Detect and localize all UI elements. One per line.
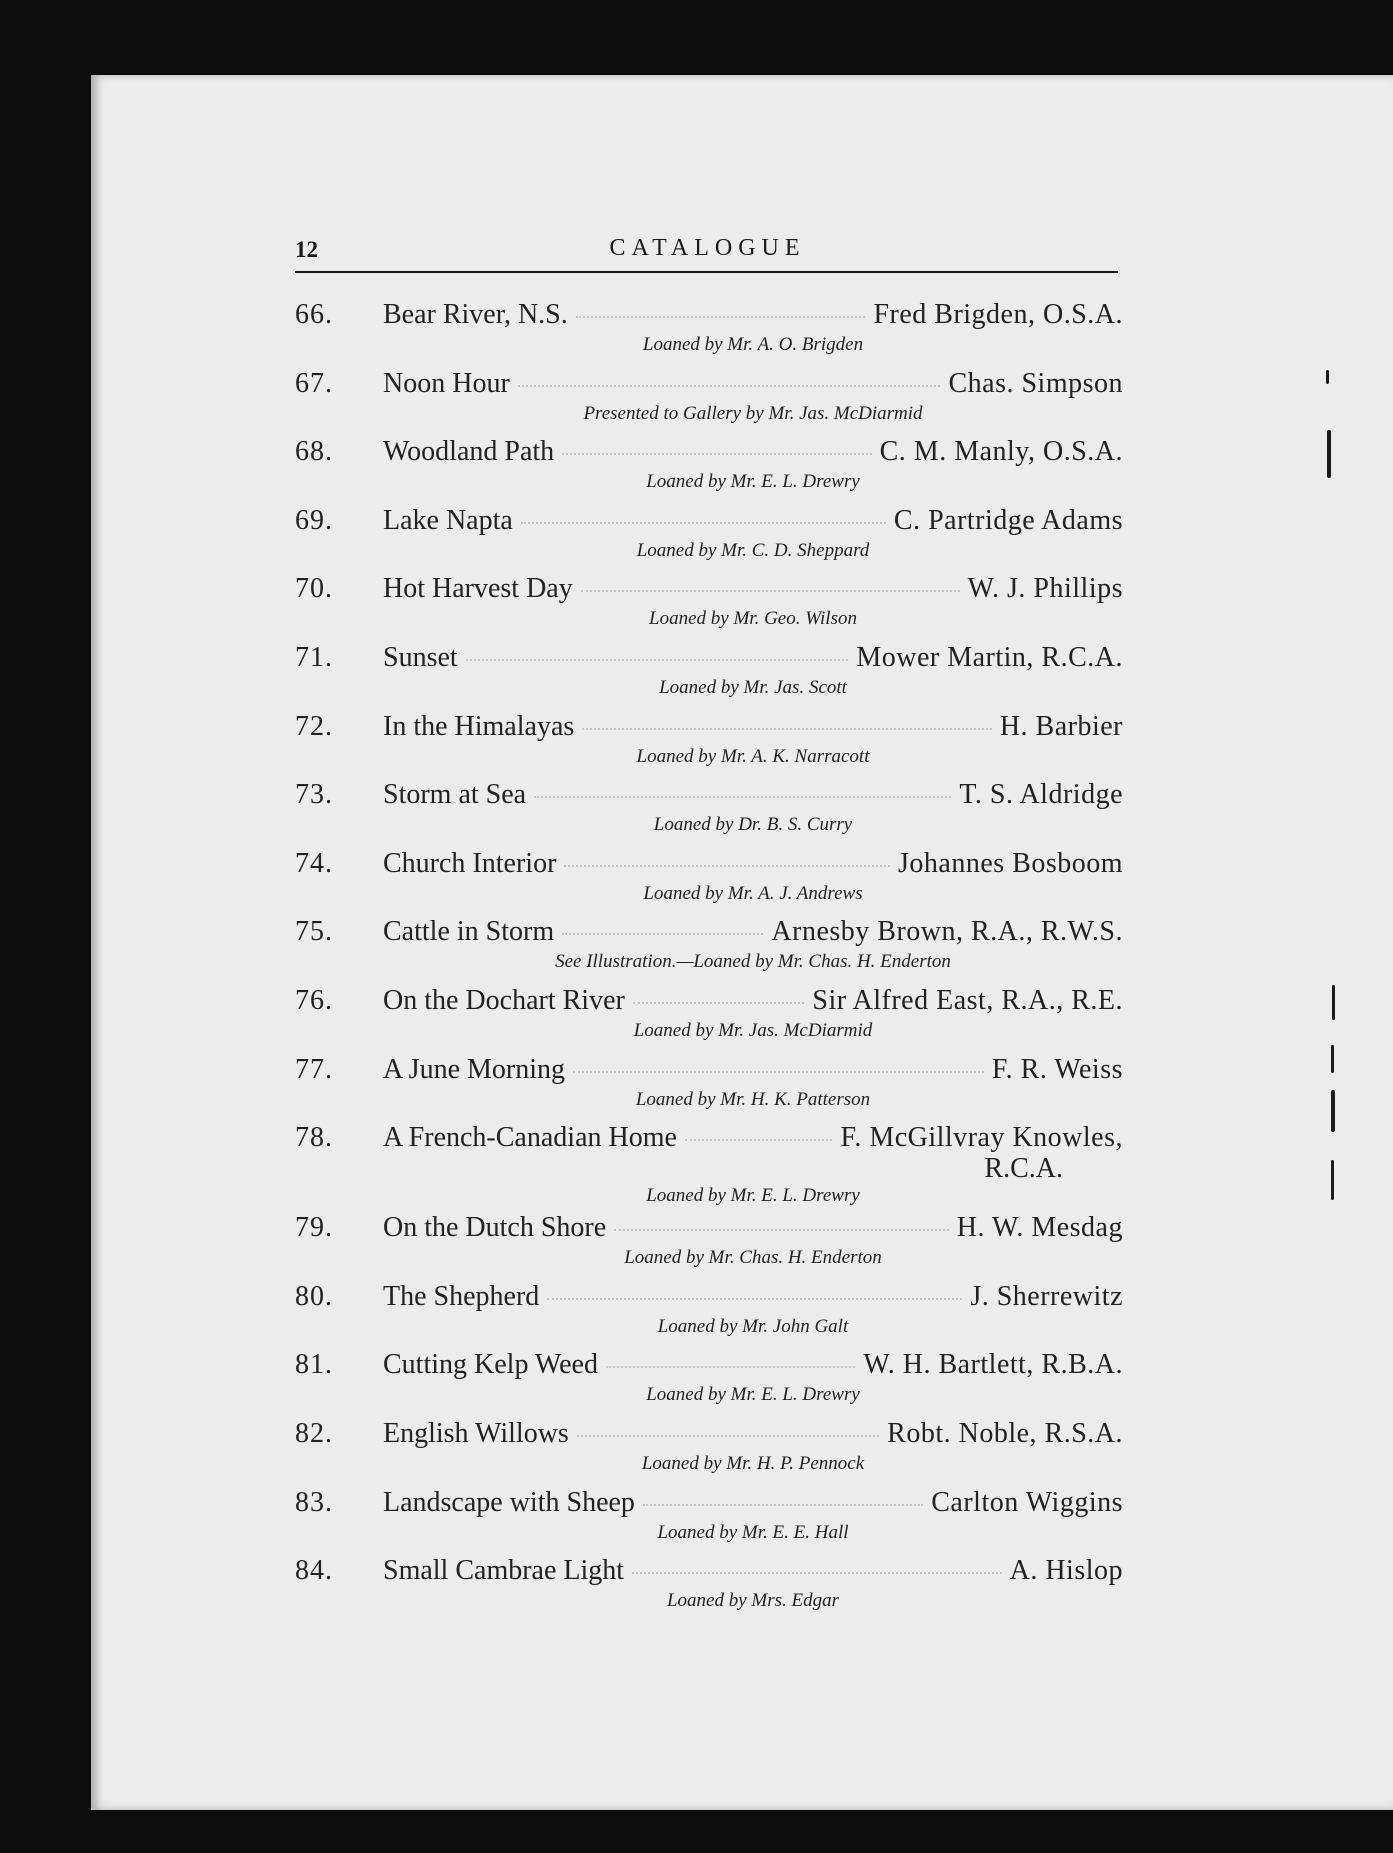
- entry-line: [295, 504, 1123, 538]
- artwork-title: Landscape with Sheep: [383, 1486, 635, 1518]
- catalogue-entry: [295, 1280, 1123, 1349]
- artwork-title: Cattle in Storm: [383, 916, 555, 948]
- artist-name: Sir Alfred East, R.A., R.E.: [812, 984, 1123, 1016]
- artist-name: T. S. Aldridge: [959, 779, 1123, 811]
- artwork-title: Hot Harvest Day: [383, 573, 573, 605]
- dot-leader: [577, 1435, 879, 1437]
- header-rule: [295, 271, 1118, 273]
- entry-number: 73.: [295, 779, 333, 811]
- artwork-title: Storm at Sea: [383, 779, 527, 811]
- dot-leader: [685, 1139, 833, 1141]
- artist-name: C. M. Manly, O.S.A.: [879, 436, 1123, 468]
- loan-credit: Loaned by Mr. Jas. McDiarmid: [633, 1019, 873, 1041]
- dot-leader: [534, 796, 951, 798]
- loan-credit: Loaned by Mr. E. E. Hall: [657, 1521, 849, 1543]
- entry-number: 71.: [295, 641, 333, 673]
- dot-leader: [562, 453, 871, 455]
- artist-name: J. Sherrewitz: [970, 1280, 1123, 1312]
- entry-number: 81.: [295, 1349, 333, 1381]
- artwork-title: A June Morning: [383, 1053, 565, 1085]
- loan-credit: Loaned by Mr. H. K. Patterson: [635, 1088, 871, 1110]
- entry-line: [295, 435, 1123, 469]
- artist-name: Chas. Simpson: [948, 367, 1123, 399]
- artwork-title: English Willows: [383, 1417, 569, 1449]
- entry-number: 67.: [295, 367, 333, 399]
- catalogue-entry: [295, 710, 1123, 779]
- artwork-title: The Shepherd: [383, 1280, 540, 1312]
- running-title: CATALOGUE: [609, 235, 806, 261]
- artwork-title: Sunset: [383, 641, 458, 673]
- dot-leader: [573, 1071, 984, 1073]
- artwork-title: In the Himalayas: [383, 710, 575, 742]
- loan-credit: Loaned by Mr. Geo. Wilson: [649, 608, 857, 630]
- loan-credit: Loaned by Mr. A. K. Narracott: [636, 745, 870, 767]
- loan-credit: Loaned by Mr. A. J. Andrews: [643, 882, 863, 904]
- dot-leader: [521, 522, 886, 524]
- entry-number: 75.: [295, 916, 333, 948]
- loan-credit: Loaned by Mrs. Edgar: [666, 1590, 840, 1612]
- dot-leader: [614, 1229, 949, 1231]
- entry-number: 78.: [295, 1122, 333, 1154]
- entry-number: 80.: [295, 1280, 333, 1312]
- artist-name: Mower Martin, R.C.A.: [856, 641, 1123, 673]
- artist-name: C. Partridge Adams: [893, 504, 1123, 536]
- artist-name: W. H. Bartlett, R.B.A.: [863, 1349, 1123, 1381]
- loan-credit: Loaned by Mr. E. L. Drewry: [646, 471, 860, 493]
- entry-number: 76.: [295, 984, 333, 1016]
- dot-leader: [581, 590, 960, 592]
- catalogue-entry: [295, 1121, 1123, 1211]
- artwork-title: Bear River, N.S.: [383, 299, 568, 330]
- artwork-title: Noon Hour: [383, 367, 510, 399]
- dot-leader: [632, 1572, 1002, 1574]
- catalogue-entry: [295, 915, 1123, 984]
- loan-credit: Loaned by Mr. John Galt: [657, 1315, 849, 1337]
- dot-leader: [518, 385, 941, 387]
- catalogue-entries: [295, 298, 1123, 1623]
- entry-line: [295, 367, 1123, 401]
- artist-name: Robt. Noble, R.S.A.: [887, 1417, 1123, 1449]
- entry-line: [295, 710, 1123, 744]
- catalogue-entry: [295, 847, 1123, 916]
- entry-line: [295, 1121, 1123, 1155]
- entry-line: [295, 778, 1123, 812]
- artist-name: Johannes Bosboom: [898, 847, 1123, 879]
- catalogue-entry: [295, 778, 1123, 847]
- entry-line: [295, 572, 1123, 606]
- entry-line: [295, 1417, 1123, 1451]
- artist-name-continued: R.C.A.: [984, 1153, 1063, 1185]
- artwork-title: A French-Canadian Home: [383, 1122, 677, 1154]
- entry-number: 74.: [295, 847, 333, 879]
- entry-number: 84.: [295, 1555, 333, 1587]
- artwork-title: Woodland Path: [383, 436, 555, 468]
- catalogue-entry: [295, 1486, 1123, 1555]
- dot-leader: [576, 316, 866, 318]
- entry-line: [295, 915, 1123, 949]
- loan-credit: Loaned by Mr. E. L. Drewry: [646, 1384, 860, 1406]
- entry-line: [295, 847, 1123, 881]
- artwork-title: On the Dochart River: [383, 984, 625, 1016]
- entry-number: 72.: [295, 710, 333, 742]
- loan-credit: Loaned by Dr. B. S. Curry: [653, 814, 853, 836]
- entry-line: [295, 1348, 1123, 1382]
- dot-leader: [633, 1002, 805, 1004]
- artwork-title: Small Cambrae Light: [383, 1555, 625, 1587]
- loan-credit: Loaned by Mr. H. P. Pennock: [641, 1452, 865, 1474]
- dot-leader: [562, 933, 763, 935]
- entry-line: [295, 641, 1123, 675]
- loan-credit: Loaned by Mr. A. O. Brigden: [642, 334, 864, 355]
- catalogue-entry: [295, 1417, 1123, 1486]
- catalogue-entry: [295, 298, 1123, 367]
- artist-name: H. W. Mesdag: [956, 1212, 1123, 1244]
- entry-number: 66.: [295, 299, 333, 330]
- loan-credit: Loaned by Mr. E. L. Drewry: [646, 1185, 860, 1207]
- entry-number: 83.: [295, 1486, 333, 1518]
- catalogue-entry: [295, 984, 1123, 1053]
- entry-number: 79.: [295, 1212, 333, 1244]
- entry-line: [295, 298, 1123, 332]
- artist-name: F. McGillvray Knowles,: [840, 1122, 1123, 1154]
- dot-leader: [643, 1504, 923, 1506]
- loan-credit: See Illustration.—Loaned by Mr. Chas. H. Enderton: [555, 951, 951, 973]
- artwork-title: Church Interior: [383, 847, 557, 879]
- catalogue-entry: [295, 1348, 1123, 1417]
- artist-name: Fred Brigden, O.S.A.: [873, 299, 1123, 330]
- entry-line: [295, 1486, 1123, 1520]
- entry-number: 68.: [295, 436, 333, 468]
- entry-line: [295, 1554, 1123, 1588]
- dot-leader: [606, 1366, 855, 1368]
- entry-number: 69.: [295, 504, 333, 536]
- entry-number: 82.: [295, 1417, 333, 1449]
- entry-line: [295, 984, 1123, 1018]
- catalogue-entry: [295, 1053, 1123, 1122]
- artwork-title: Cutting Kelp Weed: [383, 1349, 598, 1381]
- catalogue-entry: [295, 504, 1123, 573]
- loan-credit: Loaned by Mr. C. D. Sheppard: [636, 539, 870, 561]
- dot-leader: [547, 1298, 962, 1300]
- dot-leader: [564, 865, 890, 867]
- artist-name: Carlton Wiggins: [931, 1486, 1123, 1518]
- artist-name: Arnesby Brown, R.A., R.W.S.: [771, 916, 1123, 948]
- entry-line: [295, 1280, 1123, 1314]
- artist-name: H. Barbier: [999, 710, 1123, 742]
- catalogue-entry: [295, 572, 1123, 641]
- loan-credit: Presented to Gallery by Mr. Jas. McDiarmid: [583, 402, 923, 424]
- artwork-title: Lake Napta: [383, 504, 513, 536]
- artist-name: F. R. Weiss: [991, 1053, 1123, 1085]
- catalogue-entry: [295, 367, 1123, 436]
- catalogue-entry: [295, 1554, 1123, 1623]
- catalogue-entry: [295, 641, 1123, 710]
- dot-leader: [466, 659, 849, 661]
- entry-line: [295, 1053, 1123, 1087]
- dot-leader: [582, 728, 992, 730]
- entry-number: 70.: [295, 573, 333, 605]
- entry-line: [295, 1211, 1123, 1245]
- catalogue-entry: [295, 435, 1123, 504]
- page-header: [295, 232, 1120, 272]
- page-number: 12: [295, 237, 318, 262]
- artwork-title: On the Dutch Shore: [383, 1212, 607, 1244]
- catalogue-entry: [295, 1211, 1123, 1280]
- artist-name: W. J. Phillips: [967, 573, 1123, 605]
- artist-name: A. Hislop: [1009, 1555, 1123, 1587]
- loan-credit: Loaned by Mr. Chas. H. Enderton: [624, 1247, 882, 1269]
- loan-credit: Loaned by Mr. Jas. Scott: [659, 676, 847, 698]
- entry-number: 77.: [295, 1053, 333, 1085]
